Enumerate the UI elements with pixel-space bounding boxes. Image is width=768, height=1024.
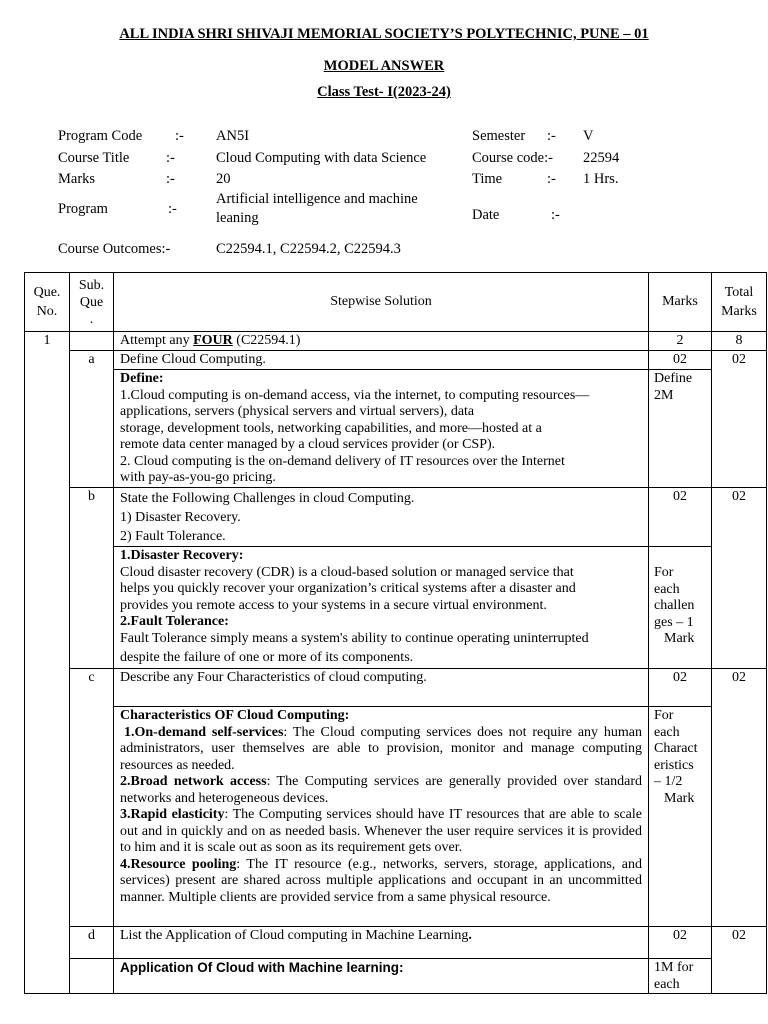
answer-b-dr-line1: Cloud disaster recovery (CDR) is a cloud-based solution or managed service that	[120, 564, 574, 580]
answer-table	[24, 272, 767, 994]
sub-question-a: a	[70, 351, 114, 488]
program-value-line2: leaning	[216, 210, 259, 226]
answer-c-point3-title: 3.Rapid elasticity	[120, 807, 225, 822]
table-row	[25, 370, 767, 488]
table-row	[25, 488, 767, 547]
answer-c-point4-title: 4.Resource pooling	[120, 856, 237, 872]
sub-question-c: c	[70, 669, 114, 927]
answer-c-point1	[120, 725, 642, 775]
answer-c-point1-title: 1.On-demand self-services	[124, 724, 284, 740]
answer-c-title: Characteristics OF Cloud Computing:	[120, 708, 350, 723]
program-code-value: AN5I	[216, 128, 250, 144]
course-code-label: Course code:-	[472, 150, 553, 166]
table-row	[25, 669, 767, 707]
course-title-label: Course Title	[58, 150, 130, 166]
header-que-line1: Que.	[33, 285, 61, 300]
course-outcomes-label: Course Outcomes:-	[58, 241, 171, 257]
scheme-b	[649, 547, 712, 669]
question-c-total: 02	[712, 669, 767, 927]
scheme-a-line2: 2M	[654, 387, 674, 403]
semester-label: Semester	[472, 128, 526, 144]
answer-a-line6: with pay-as-you-go pricing.	[120, 470, 276, 485]
program-code-sep: :-	[175, 128, 184, 144]
scheme-c-line3: Charact	[654, 741, 698, 756]
question-c-text: Describe any Four Characteristics of cloud computing.	[114, 669, 649, 707]
answer-c-point2-title: 2.Broad network access	[120, 774, 267, 789]
header-sub-line3: .	[89, 311, 94, 327]
header-marks: Marks	[649, 273, 712, 332]
answer-d	[114, 959, 649, 994]
question-a-total: 02	[712, 351, 767, 488]
question-d-line: List the Application of Cloud computing in Machine Learning	[120, 928, 469, 943]
question-d-text	[114, 927, 649, 959]
time-label: Time	[472, 171, 503, 187]
program-label: Program	[58, 201, 108, 217]
header-sub-que	[70, 273, 114, 332]
scheme-c-line4: eristics	[654, 757, 694, 773]
scheme-b-line4: ges – 1	[654, 614, 694, 630]
question-b-item1: 1) Disaster Recovery.	[120, 510, 241, 525]
scheme-b-line1: For	[654, 565, 674, 580]
scheme-c-line2: each	[654, 724, 680, 740]
program-code-label: Program Code	[58, 128, 143, 144]
answer-c-point4	[120, 857, 642, 907]
header-que-no	[25, 273, 70, 332]
question-a-text: Define Cloud Computing.	[114, 351, 649, 370]
date-label: Date	[472, 207, 500, 223]
question-c-marks: 02	[649, 669, 712, 707]
header-que-line2: No.	[36, 304, 58, 319]
answer-b-dr-line3: provides you remote access to your systems in a secure virtual environment.	[120, 597, 547, 613]
course-title-value: Cloud Computing with data Science	[216, 150, 427, 166]
scheme-c-line1: For	[654, 708, 674, 723]
table-row	[25, 927, 767, 959]
answer-d-title: Application Of Cloud with Machine learning:	[120, 960, 404, 975]
answer-c-point1-text: : The Cloud computing services does not require any human administrators, user themselves are able to provision, monitor and manage computing resources as needed.	[120, 724, 642, 773]
answer-a	[114, 370, 649, 488]
question-d-marks: 02	[649, 927, 712, 959]
answer-a-line4: remote data center managed by a cloud services provider (or CSP).	[120, 437, 496, 452]
instruction-marks: 2	[649, 332, 712, 351]
table-row	[25, 547, 767, 669]
instruction-total: 8	[712, 332, 767, 351]
header-total-marks	[712, 273, 767, 332]
question-b-item2: 2) Fault Tolerance.	[120, 529, 226, 544]
answer-a-line3: storage, development tools, networking capabilities, and more—hosted at a	[120, 420, 542, 436]
scheme-a-line1: Define	[654, 371, 693, 386]
marks-sep: :-	[166, 171, 175, 187]
empty-cell	[70, 959, 114, 994]
answer-c-point2-text: : The Computing services are generally provided over standard networks and heterogeneous devices.	[120, 774, 642, 806]
instruction-prefix: Attempt any	[120, 333, 194, 348]
table-row	[25, 959, 767, 994]
scheme-c	[649, 707, 712, 927]
scheme-b-line5: Mark	[664, 631, 695, 646]
table-header-row	[25, 273, 767, 332]
scheme-d-line2: each	[654, 976, 680, 992]
header-total-line2: Marks	[721, 304, 757, 319]
instruction-four: FOUR	[193, 333, 233, 348]
document-title: MODEL ANSWER	[323, 58, 445, 74]
header-sub-line2: Que	[79, 294, 104, 310]
header-total-line1: Total	[724, 285, 754, 300]
semester-sep: :-	[547, 128, 556, 144]
sub-question-d: d	[70, 927, 114, 959]
scheme-a	[649, 370, 712, 488]
course-code-value: 22594	[583, 150, 620, 166]
header-sub-line1: Sub.	[78, 277, 105, 293]
scheme-b-line3: challen	[654, 598, 695, 613]
table-row	[25, 351, 767, 370]
empty-cell	[70, 332, 114, 351]
answer-b	[114, 547, 649, 669]
answer-a-line1: 1.Cloud computing is on-demand access, via the internet, to computing resources—	[120, 387, 590, 403]
table-row	[25, 332, 767, 351]
instruction-cell	[114, 332, 649, 351]
semester-value: V	[583, 128, 594, 144]
date-sep: :-	[551, 207, 560, 223]
answer-a-line2: applications, servers (physical servers and virtual servers), data	[120, 404, 475, 419]
time-value: 1 Hrs.	[583, 171, 619, 187]
marks-label: Marks	[58, 171, 96, 187]
question-b-total: 02	[712, 488, 767, 669]
question-b-text	[114, 488, 649, 547]
scheme-b-line2: each	[654, 581, 680, 597]
answer-c	[114, 707, 649, 927]
answer-b-ft-title: 2.Fault Tolerance:	[120, 614, 229, 629]
instruction-outcome: (C22594.1)	[232, 333, 301, 348]
answer-c-point3-text: : The Computing services should have IT resources that are able to scale out and in quickly and on as needed basis. Whenever the user require services it is provided to him and it is scale out as soon as its requirement gets over.	[120, 807, 642, 855]
test-name: Class Test- I(2023-24)	[317, 84, 451, 100]
question-d-total: 02	[712, 927, 767, 994]
time-sep: :-	[547, 171, 556, 187]
course-title-sep: :-	[166, 150, 175, 166]
answer-c-point2	[120, 774, 642, 807]
answer-a-title: Define:	[120, 371, 164, 386]
program-value-line1: Artificial intelligence and machine	[216, 191, 418, 207]
scheme-d	[649, 959, 712, 994]
question-b-line: State the Following Challenges in cloud Computing.	[120, 491, 415, 506]
course-outcomes-value: C22594.1, C22594.2, C22594.3	[216, 241, 401, 257]
question-a-marks: 02	[649, 351, 712, 370]
sub-question-b: b	[70, 488, 114, 669]
institute-title: ALL INDIA SHRI SHIVAJI MEMORIAL SOCIETY’S POLYTECHNIC, PUNE – 01	[119, 26, 649, 42]
program-sep: :-	[168, 201, 177, 217]
answer-c-point3	[120, 807, 642, 857]
question-b-marks: 02	[649, 488, 712, 547]
scheme-c-line5: – 1/2	[654, 774, 683, 789]
scheme-c-line6: Mark	[664, 790, 695, 806]
question-number: 1	[25, 332, 70, 994]
answer-c-point4-text: : The IT resource (e.g., networks, servers, storage, applications, and services) present are shared across multiple applications and occupant in an uncommitted manner. Multiple clients are provided service from a same physical resource.	[120, 856, 642, 905]
header-solution: Stepwise Solution	[114, 273, 649, 332]
answer-b-ft-line1: Fault Tolerance simply means a system's ability to continue operating uninterrupted	[120, 630, 589, 646]
answer-a-line5: 2. Cloud computing is the on-demand delivery of IT resources over the Internet	[120, 453, 565, 469]
question-d-end: .	[468, 928, 472, 943]
answer-b-dr-line2: helps you quickly recover your organization’s critical systems after a disaster and	[120, 581, 576, 596]
answer-b-ft-line2: despite the failure of one or more of its components.	[120, 650, 414, 665]
answer-b-dr-title: 1.Disaster Recovery:	[120, 548, 244, 563]
table-row	[25, 707, 767, 927]
marks-value: 20	[216, 171, 231, 187]
scheme-d-line1: 1M for	[654, 960, 694, 975]
